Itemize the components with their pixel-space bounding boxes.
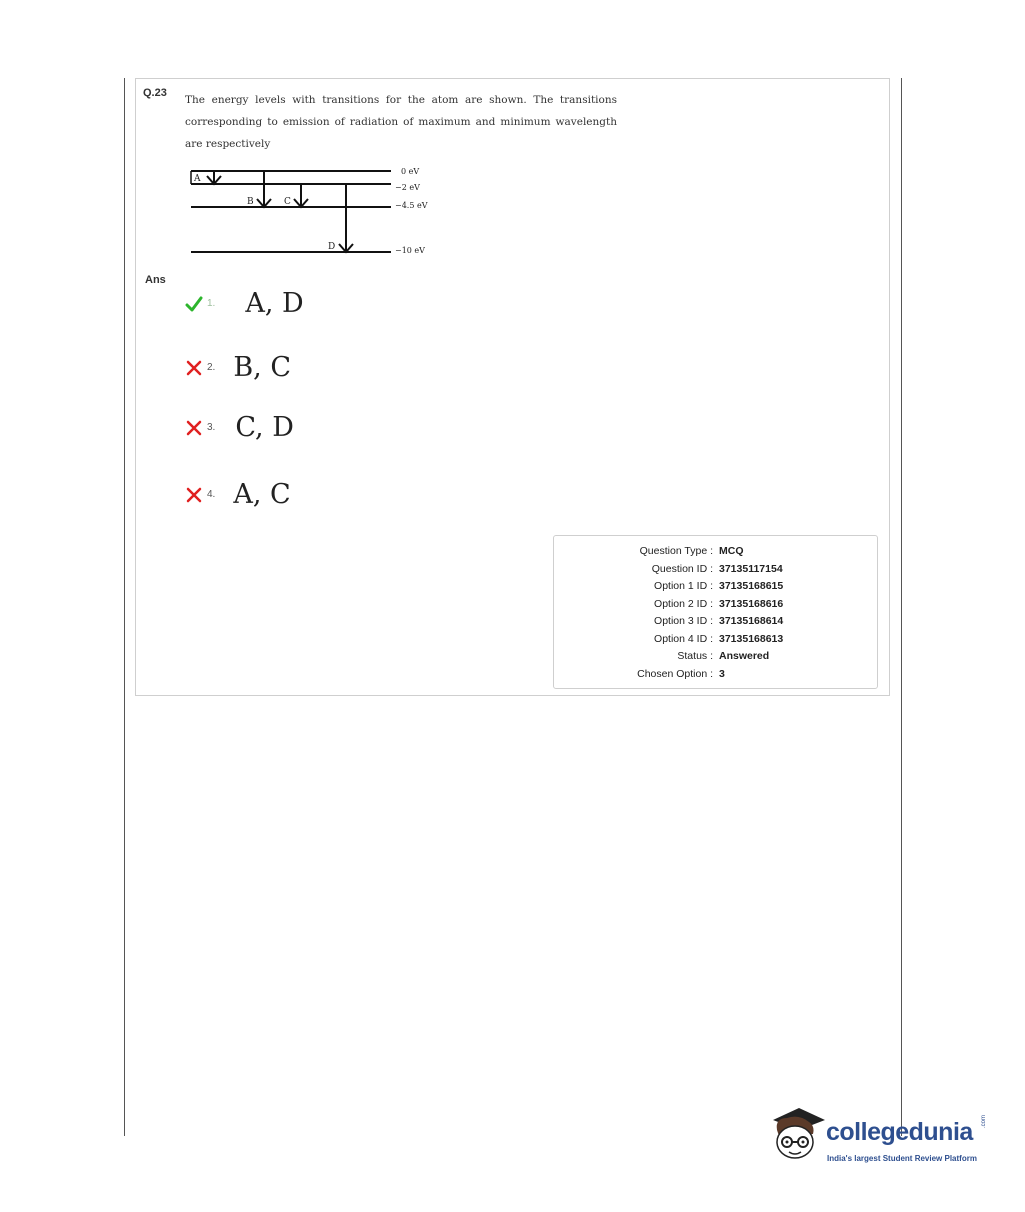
- cross-icon: [185, 359, 203, 377]
- page-right-rule: [901, 78, 902, 1136]
- option-text: C, D: [235, 412, 294, 443]
- transition-label-a: A: [194, 174, 201, 184]
- info-value: Answered: [719, 650, 770, 662]
- info-value: 37135168616: [719, 597, 784, 610]
- level-label-0: 0 eV: [401, 167, 420, 176]
- transition-label-d: D: [328, 242, 336, 252]
- option-number: 1.: [207, 298, 216, 309]
- question-info-panel: [553, 535, 878, 689]
- info-value: 37135117154: [719, 562, 783, 575]
- level-label-10: −10 eV: [395, 246, 425, 255]
- info-key: Question ID :: [651, 562, 713, 575]
- info-value: MCQ: [719, 545, 744, 557]
- level-label-4-5: −4.5 eV: [395, 201, 428, 210]
- answer-label: Ans: [145, 274, 166, 286]
- option-number: 4.: [207, 489, 216, 500]
- info-key: Option 4 ID :: [654, 632, 713, 645]
- info-value: 37135168613: [719, 632, 784, 645]
- energy-level-diagram: [185, 160, 445, 260]
- level-label-2: −2 eV: [395, 183, 420, 192]
- logo-wordmark: collegedunia: [826, 1118, 973, 1146]
- option-3: [185, 412, 294, 443]
- info-value: 37135168614: [719, 615, 784, 627]
- info-key: Option 1 ID :: [654, 580, 713, 592]
- info-key: Chosen Option :: [637, 667, 713, 680]
- question-number: Q.23: [143, 87, 167, 99]
- option-2: [185, 352, 291, 383]
- option-number: 2.: [207, 362, 216, 373]
- info-key: Option 2 ID :: [654, 597, 713, 610]
- transition-label-b: B: [247, 197, 254, 207]
- info-key: Option 3 ID :: [654, 615, 713, 627]
- option-4: [185, 479, 291, 510]
- check-icon: [185, 295, 203, 313]
- info-value: 3: [719, 667, 725, 680]
- info-key: Status :: [677, 650, 713, 662]
- logo-suffix: .com: [981, 1114, 987, 1128]
- logo-tagline: India's largest Student Review Platform: [827, 1154, 977, 1163]
- cross-icon: [185, 419, 203, 437]
- question-text: The energy levels with transitions for the atom are shown. The transitions corresponding to emission of radiation of maximum and minimum wavelength are respectively: [185, 94, 617, 150]
- info-value: 37135168615: [719, 580, 784, 592]
- info-key: Question Type :: [639, 545, 713, 557]
- collegedunia-logo: [765, 1104, 995, 1174]
- option-text: A, D: [245, 288, 304, 319]
- option-text: B, C: [233, 352, 292, 383]
- transition-label-c: C: [284, 197, 291, 207]
- mascot-icon: [765, 1104, 827, 1174]
- cross-icon: [185, 486, 203, 504]
- option-number: 3.: [207, 422, 216, 433]
- option-text: A, C: [233, 479, 291, 510]
- option-1: [185, 288, 304, 319]
- page-left-rule: [124, 78, 125, 1136]
